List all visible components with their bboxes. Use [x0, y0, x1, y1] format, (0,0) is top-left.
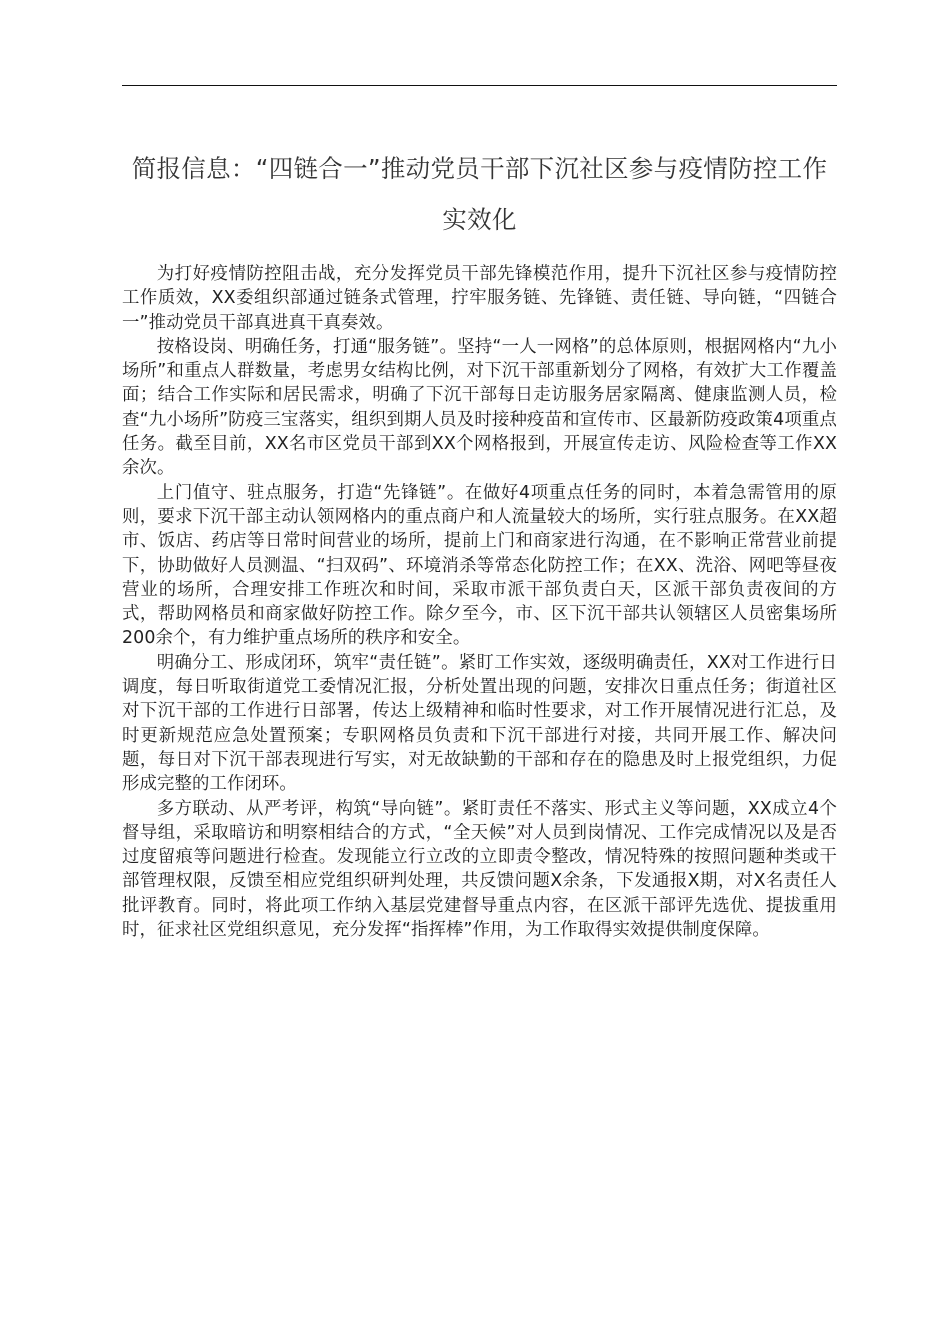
- paragraph-responsibility-chain: 明确分工、形成闭环，筑牢“责任链”。紧盯工作实效，逐级明确责任，XX对工作进行日调度，每日听取街道党工委情况汇报，分析处置出现的问题，安排次日重点任务；街道社区对下沉干部的工作进行日部署，传达上级精神和临时性要求，对工作开展情况进行汇总，及时更新规范应急处置预案；专职网格员负责和下沉干部进行对接，共同开展工作、解决问题，每日对下沉干部表现进行写实，对无故缺勤的干部和存在的隐患及时上报党组织，力促形成完整的工作闭环。: [122, 652, 837, 795]
- paragraph-service-chain: 按格设岗、明确任务，打通“服务链”。坚持“一人一网格”的总体原则，根据网格内“九小场所”和重点人群数量，考虑男女结构比例，对下沉干部重新划分了网格，有效扩大工作覆盖面；结合工作实际和居民需求，明确了下沉干部每日走访服务居家隔离、健康监测人员，检查“九小场所”防疫三宝落实，组织到期人员及时接种疫苗和宣传市、区最新防疫政策4项重点任务。截至目前，XX名市区党员干部到XX个网格报到，开展宣传走访、风险检查等工作XX余次。: [122, 336, 837, 479]
- paragraph-vanguard-chain: 上门值守、驻点服务，打造“先锋链”。在做好4项重点任务的同时，本着急需管用的原则，要求下沉干部主动认领网格内的重点商户和人流量较大的场所，实行驻点服务。在XX超市、饭店、药店等日常时间营业的场所，提前上门和商家进行沟通，在不影响正常营业前提下，协助做好人员测温、“扫双码”、环境消杀等常态化防控工作；在XX、洗浴、网吧等昼夜营业的场所，合理安排工作班次和时间，采取市派干部负责白天，区派干部负责夜间的方式，帮助网格员和商家做好防控工作。除夕至今，市、区下沉干部共认领辖区人员密集场所200余个，有力维护重点场所的秩序和安全。: [122, 482, 837, 649]
- paragraph-intro: 为打好疫情防控阻击战，充分发挥党员干部先锋模范作用，提升下沉社区参与疫情防控工作质效，XX委组织部通过链条式管理，拧牢服务链、先锋链、责任链、导向链，“四链合一”推动党员干部真进真干真奏效。: [122, 264, 837, 333]
- document-body: [122, 262, 837, 942]
- header-rule: [122, 85, 837, 86]
- document-title: 简报信息：“四链合一”推动党员干部下沉社区参与疫情防控工作实效化: [131, 154, 828, 234]
- paragraph-guidance-chain: 多方联动、从严考评，构筑“导向链”。紧盯责任不落实、形式主义等问题，XX成立4个督导组，采取暗访和明察相结合的方式，“全天候”对人员到岗情况、工作完成情况以及是否过度留痕等问题进行检查。发现能立行立改的立即责令整改，情况特殊的按照问题种类或干部管理权限，反馈至相应党组织研判处理，共反馈问题X余条，下发通报X期，对X名责任人批评教育。同时，将此项工作纳入基层党建督导重点内容，在区派干部评先选优、提拔重用时，征求社区党组织意见，充分发挥“指挥棒”作用，为工作取得实效提供制度保障。: [122, 798, 837, 941]
